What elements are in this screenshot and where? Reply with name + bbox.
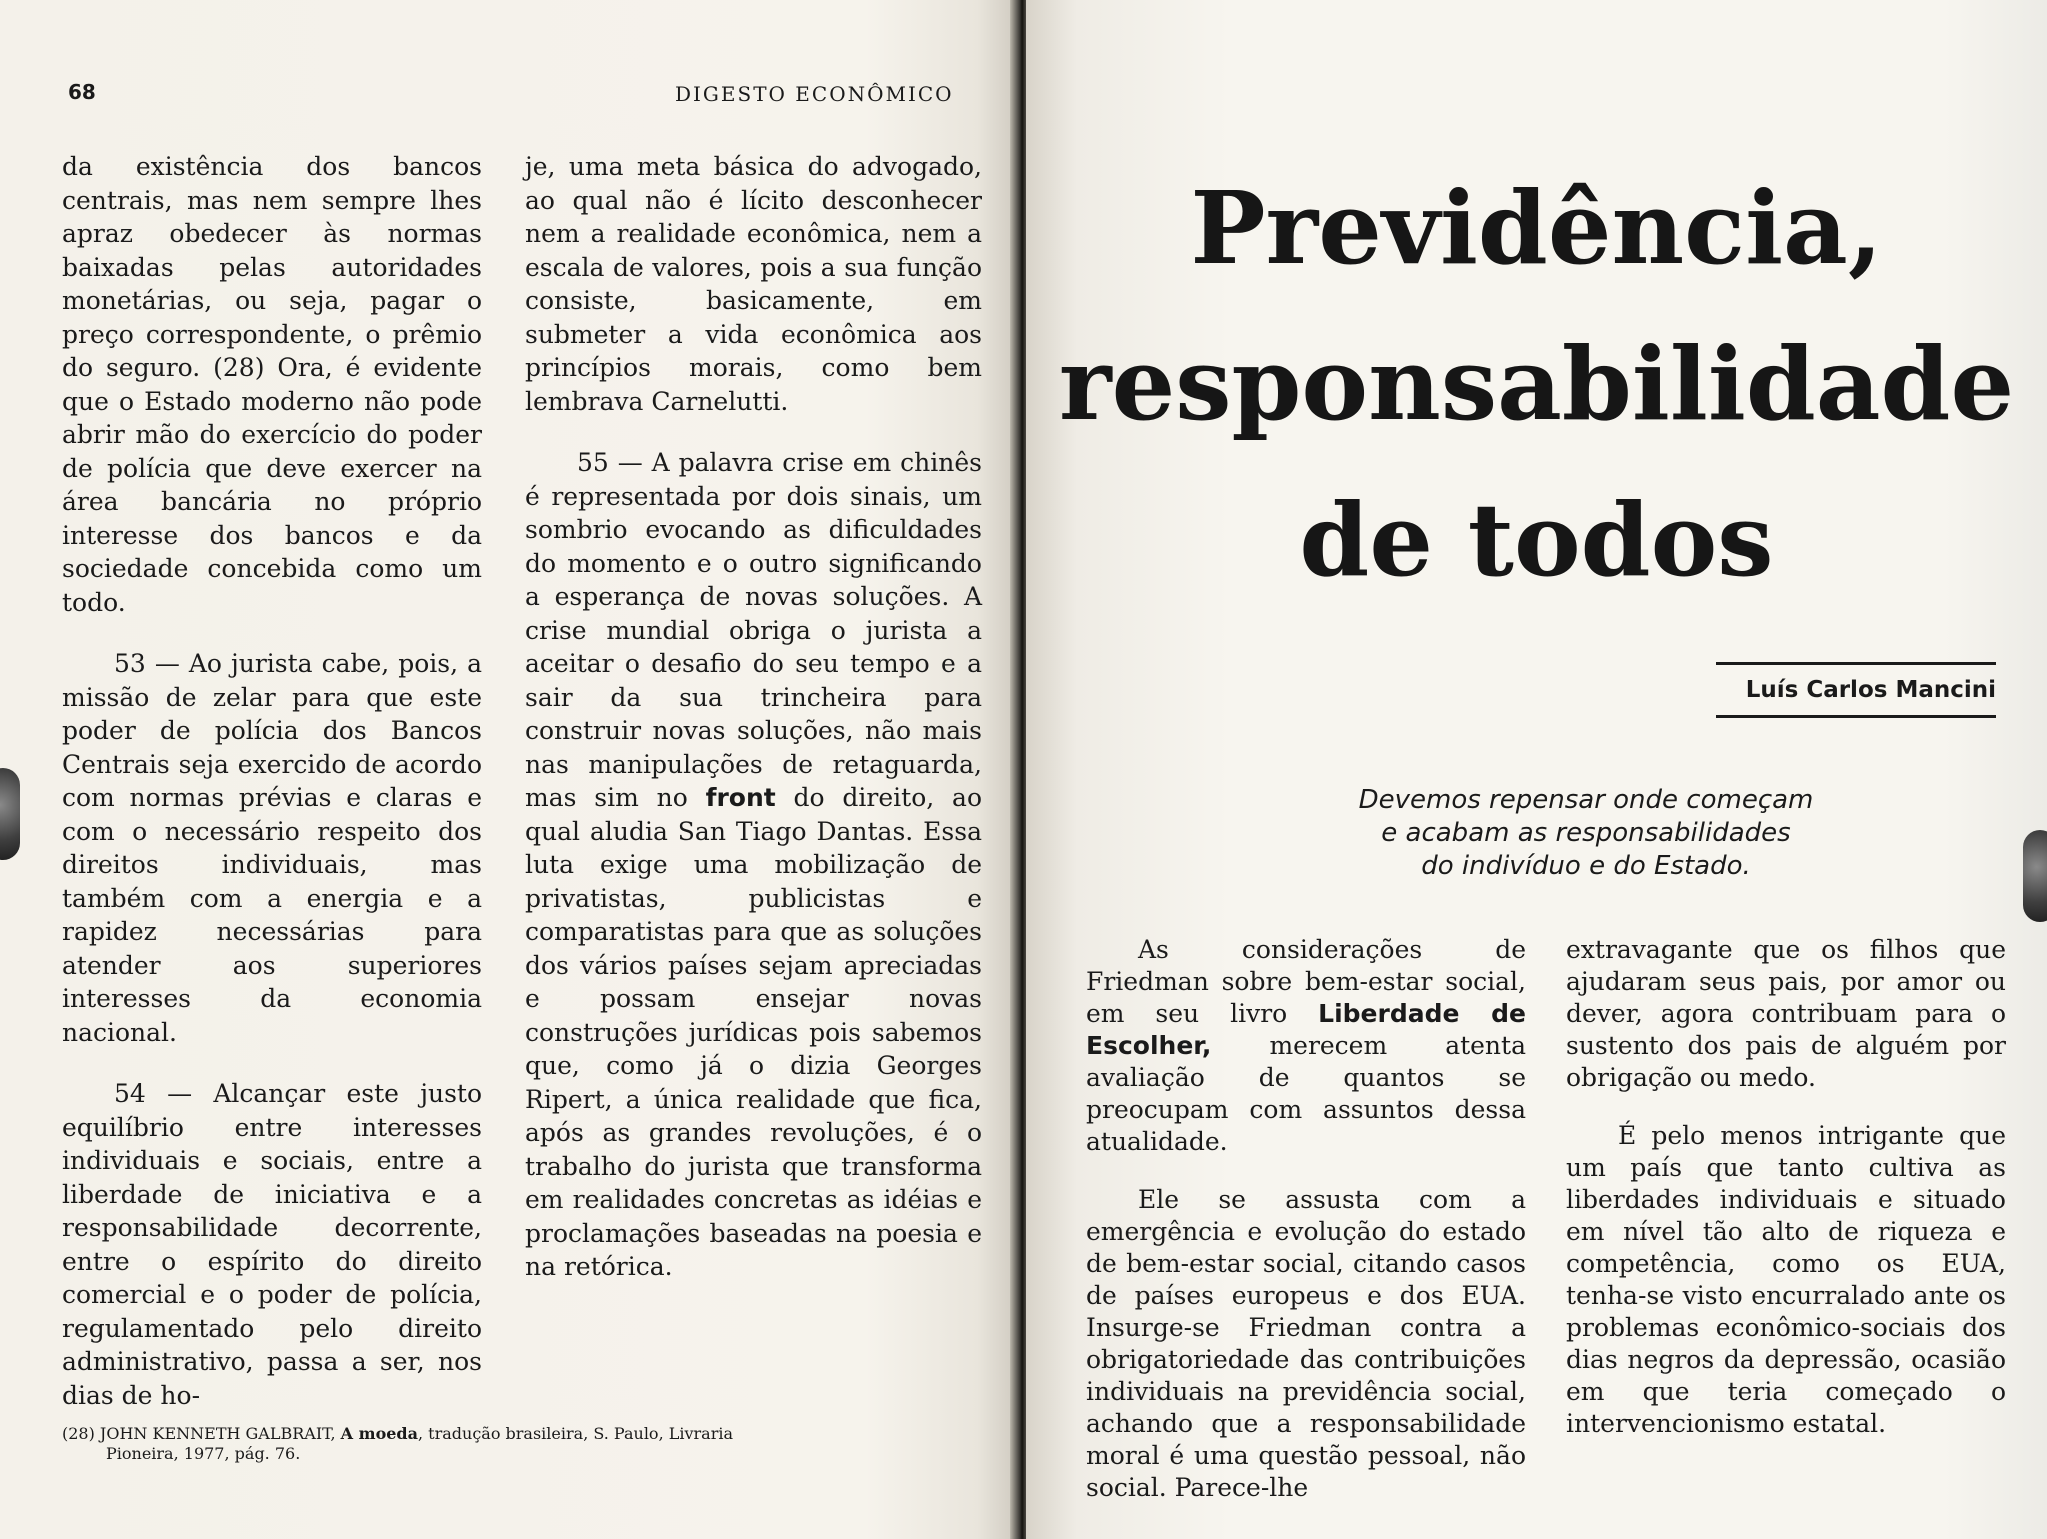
journal-title: DIGESTO ECONÔMICO [675,82,954,106]
paragraph: je, uma meta básica do advogado, ao qual não é lícito desconhecer nem a realidade econômica, nem a escala de valores, pois a sua função consiste, basicamente, em submeter a vida econômica aos princípios morais, como bem lembrava Carnelutti. [525,152,982,416]
paragraph-55 [525,446,982,1284]
author-rule-bottom [1716,715,1996,718]
emphasis-front: front [705,783,776,812]
text-run: 55 — A palavra crise em chinês é representada por dois sinais, um sombrio evocando as dificuldades do momento e o outro significando a esperança de novas soluções. A crise mundial obriga o jurista a aceitar o desafio do seu tempo e a sair da sua trincheira para construir novas soluções, não mais nas manipulações de retaguarda, mas sim no [525,448,982,812]
footnote-line-2: Pioneira, 1977, pág. 76. [106,1444,301,1463]
book-title: Liberdade de Escolher, [1086,999,1526,1060]
paragraph: extravagante que os filhos que ajudaram seus pais, por amor ou dever, agora contribuam para o sustento dos pais de alguém por obrigação ou medo. [1566,935,2006,1092]
footnote-rest: , tradução brasileira, S. Paulo, Livraria [417,1424,734,1443]
left-column-1 [62,150,482,1440]
paragraph: É pelo menos intrigante que um país que tanto cultiva as liberdades individuais e situado em nível tão alto de riqueza e competência, como os EUA, tenha-se visto encurralado ante os problemas econômico-sociais dos dias negros da depressão, ocasião em que teria começado o intervencionismo estatal. [1566,1121,2006,1438]
headline-line-1: Previdência, [1190,169,1883,287]
right-column-1 [1086,934,1526,1530]
lead-line-1: Devemos repensar onde começam [1358,785,1814,815]
text-run: As considerações de Friedman sobre bem-estar social, em seu livro [1086,935,1526,1028]
author-name: Luís Carlos Mancini [1745,677,1996,703]
headline-line-2: responsabilidade [1058,325,2015,443]
text-run: do direito, ao qual aludia San Tiago Dantas. Essa luta exige uma mobilização de privatistas, publicistas e comparatistas para que as soluções dos vários países sejam apreciadas e possam ensejar novas construções jurídicas pois sabemos que, como já o dizia Georges Ripert, a única realidade que fica, após as grandes revoluções, é o trabalho do jurista que transforma em realidades concretas as idéias e proclamações baseadas na poesia e na retórica. [525,783,982,1281]
footnote [62,1424,982,1464]
article-lead [1206,784,1966,883]
running-head [0,80,1018,114]
paragraph: da existência dos bancos centrais, mas nem sempre lhes apraz obedecer às normas baixadas pelas autoridades monetárias, ou seja, pagar o preço correspondente, o prêmio do seguro. (28) Ora, é evidente que o Estado moderno não pode abrir mão do exercício do poder de polícia que deve exercer na área bancária no próprio interesse dos bancos e da sociedade concebida como um todo. [62,152,482,617]
right-page [1026,0,2047,1539]
footnote-prefix: (28) JOHN KENNETH GALBRAIT, [62,1424,341,1443]
lead-line-2: e acabam as responsabilidades [1381,818,1791,848]
text-run: merecem atenta avaliação de quantos se preocupam com assuntos dessa atualidade. [1086,1031,1526,1156]
footnote-book-title: A moeda [340,1424,418,1443]
paragraph: Ele se assusta com a emergência e evolução do estado de bem-estar social, citando casos de países europeus e dos EUA. Insurge-se Friedman contra a obrigatoriedade das contribuições individuais na previdência social, achando que a responsabilidade moral é uma questão pessoal, não social. Parece-lhe [1086,1185,1526,1502]
right-column-2 [1566,934,2006,1466]
page-number: 68 [68,80,96,104]
paragraph [1086,934,1526,1158]
left-page [0,0,1018,1539]
binder-clip-right [2023,830,2047,922]
paragraph-54: 54 — Alcançar este justo equilíbrio entre interesses individuais e sociais, entre a liberdade de iniciativa e a responsabilidade decorrente, entre o espírito do direito comercial e o poder de polícia, regulamentado pelo direito administrativo, passa a ser, nos dias de ho- [62,1079,482,1410]
article-headline [1026,150,2047,618]
author-block [1716,662,1996,718]
binder-clip-left [0,768,20,860]
headline-line-3: de todos [1299,481,1774,599]
paragraph-53: 53 — Ao jurista cabe, pois, a missão de zelar para que este poder de polícia dos Bancos Centrais seja exercido de acordo com normas prévias e claras e com o necessário respeito dos direitos individuais, mas também com a energia e a rapidez necessárias para atender aos superiores interesses da economia nacional. [62,649,482,1047]
left-column-2 [525,150,982,1312]
lead-line-3: do indivíduo e do Estado. [1421,851,1751,881]
